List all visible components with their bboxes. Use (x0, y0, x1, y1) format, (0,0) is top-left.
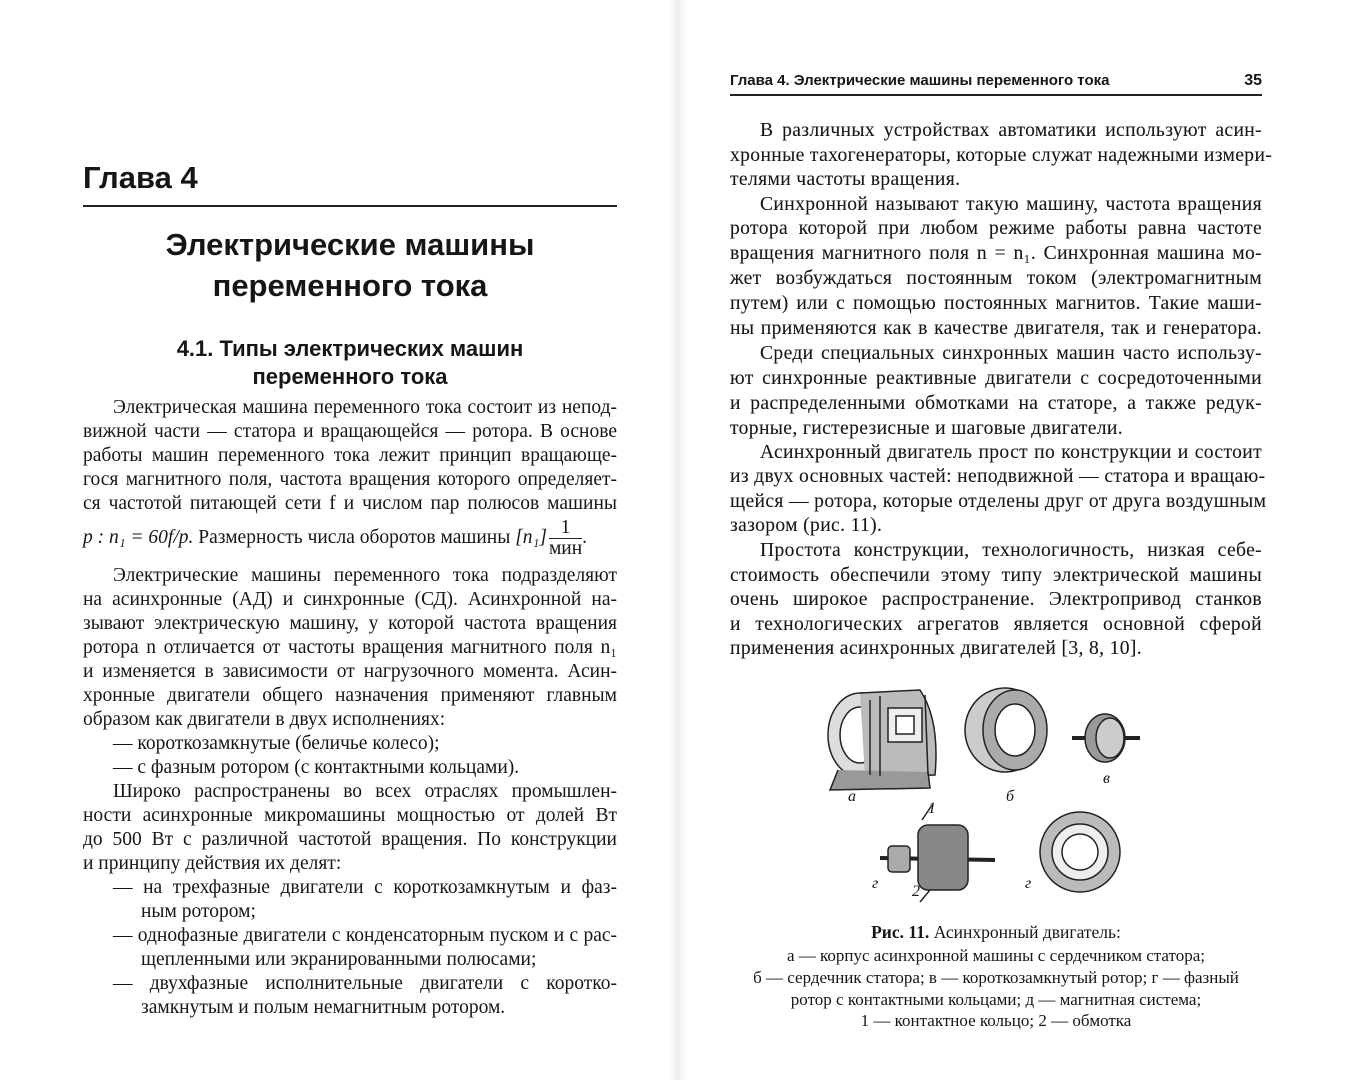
text-line: стоимость обеспечили этому типу электрической машины (730, 565, 1262, 586)
text-line: торные, гистерезисные и шаговые двигатели. (730, 418, 1123, 439)
text-line: Простота конструкции, технологичность, низкая себе- (760, 540, 1262, 561)
text-line: и распределенными обмотками на статоре, а также редук- (730, 393, 1262, 414)
motor-housing-drawing (828, 690, 936, 790)
text-line: Асинхронный двигатель прост по конструкции и состоит (760, 442, 1262, 463)
text-line: образом как двигатели в двух исполнениях: (83, 709, 446, 730)
running-head: Глава 4. Электрические машины переменного тока (730, 72, 1110, 89)
text-line: и технологических агрегатов является основной сферой (730, 614, 1262, 635)
text-line: хронные двигатели общего назначения применяют главным (83, 685, 617, 706)
formula-text: Размерность числа оборотов машины (198, 526, 511, 548)
list-item: — однофазные двигатели с конденсаторным пуском и с рас- (113, 925, 617, 946)
figure-label-g: г (872, 875, 879, 892)
chapter-rule (83, 205, 617, 207)
text-line: и принципу действия их делят: (83, 853, 342, 874)
squirrel-cage-rotor-drawing (1072, 714, 1140, 762)
figure-caption-line: ротор с контактными кольцами; д — магнитная система; (790, 990, 1202, 1009)
figure-name: Асинхронный двигатель: (933, 922, 1121, 942)
fraction-denominator: мин (548, 538, 583, 559)
text-line: работы машин переменного тока лежит принцип вращающе- (83, 445, 617, 466)
text-line: и изменяется в зависимости от нагрузочного момента. Асин- (83, 661, 617, 682)
list-item: — на трехфазные двигатели с короткозамкнутым и фаз- (113, 877, 617, 898)
text-line: телями частоты вращения. (730, 169, 961, 190)
text-line: Электрическая машина переменного тока состоит из непод- (113, 397, 617, 418)
text-line: Синхронной называют такую машину, частота вращения (760, 194, 1262, 215)
stator-core-drawing (965, 688, 1047, 772)
figure-label-1: 1 (928, 800, 936, 817)
page-number: 35 (1244, 72, 1262, 89)
motor-figure (810, 680, 1150, 910)
list-item-continued: щепленными или экранированными полюсами; (141, 949, 537, 970)
section-heading-line-2: переменного тока (252, 364, 448, 389)
magnetic-system-drawing (1040, 812, 1120, 892)
figure-caption-line: а — корпус асинхронной машины с сердечником статора; (786, 946, 1206, 965)
text-line: вращения магнитного поля n = n₁. Синхронная машина мо- (730, 243, 1262, 264)
figure-number: Рис. 11. (871, 922, 930, 942)
text-line: жет возбуждаться постоянным током (электромагнитным (730, 268, 1262, 289)
section-heading-line-1: 4.1. Типы электрических машин (176, 336, 524, 361)
text-line: гося магнитного поля, частота вращения которого определяет- (83, 469, 617, 490)
text-line: на асинхронные (АД) и синхронные (СД). Асинхронной на- (83, 589, 617, 610)
text-line: ности асинхронные микромашины мощностью от долей Вт (83, 805, 617, 826)
text-line: вижной части — статора и вращающейся — ротора. В основе (83, 421, 617, 442)
text-line: зывают электрическую машину, у которой частота вращения (83, 613, 617, 634)
formula-line (83, 518, 617, 559)
text-line: В различных устройствах автоматики используют асин- (760, 120, 1262, 141)
text-line: ротора n отличается от частоты вращения магнитного поля n₁ (83, 637, 617, 658)
text-line: из двух основных частей: неподвижной — статора и вращаю- (730, 466, 1266, 487)
figure-label-2: 2 (912, 883, 920, 900)
chapter-heading: Глава 4 (83, 160, 198, 195)
chapter-title-line-1: Электрические машины (165, 227, 535, 262)
figure-caption-title (730, 922, 1262, 943)
list-item: — с фазным ротором (с контактными кольцами). (113, 757, 520, 778)
fraction-numerator: 1 (549, 518, 582, 539)
text-line: путем) или с помощью постоянных магнитов. Такие маши- (730, 293, 1262, 314)
header-rule (730, 94, 1262, 96)
text-line: ют синхронные реактивные двигатели с сосредоточенными (730, 368, 1262, 389)
text-line: зазором (рис. 11). (730, 515, 883, 536)
text-line: хронные тахогенераторы, которые служат надежными измери- (730, 145, 1273, 166)
text-line: ся частотой питающей сети f и числом пар полюсов машины (83, 493, 617, 514)
figure-caption-line: б — сердечник статора; в — короткозамкнутый ротор; г — фазный (753, 968, 1239, 987)
text-line: Среди специальных синхронных машин часто использу- (760, 343, 1262, 364)
text-line: ротора которой при любом режиме работы равна частоте (730, 218, 1262, 239)
text-line: очень широкое распространение. Электропривод станков (730, 589, 1262, 610)
chapter-title-line-2: переменного тока (212, 268, 488, 303)
text-line: Широко распространены во всех отраслях промышлен- (113, 781, 617, 802)
figure-label-v: в (1103, 770, 1110, 787)
text-line: щейся — ротора, которые отделены друг от друга воздушным (730, 491, 1267, 512)
text-line: до 500 Вт с различной частотой вращения. По конструкции (83, 829, 617, 850)
formula-lhs: p : n₁ = 60f/p. (83, 526, 194, 548)
text-line: ны применяются как в качестве двигателя, так и генератора. (730, 318, 1262, 339)
text-line: применения асинхронных двигателей [3, 8, 10]. (730, 638, 1143, 659)
book-gutter (668, 0, 688, 1080)
text-line: Электрические машины переменного тока подразделяют (113, 565, 617, 586)
wound-rotor-drawing (880, 805, 995, 902)
figure-caption-line: 1 — контактное кольцо; 2 — обмотка (860, 1011, 1132, 1030)
figure-label-a: а (848, 788, 856, 805)
list-item: — двухфазные исполнительные двигатели с коротко- (113, 973, 617, 994)
formula-end: . (582, 526, 588, 548)
list-item-continued: замкнутым и полым немагнитным ротором. (141, 997, 506, 1018)
figure-label-g2: г (1025, 875, 1032, 892)
formula-fraction (549, 518, 582, 559)
formula-unit: [n₁] (515, 526, 547, 548)
list-item: — короткозамкнутые (беличье колесо); (113, 733, 440, 754)
list-item-continued: ным ротором; (141, 901, 256, 922)
figure-label-b: б (1006, 788, 1015, 805)
